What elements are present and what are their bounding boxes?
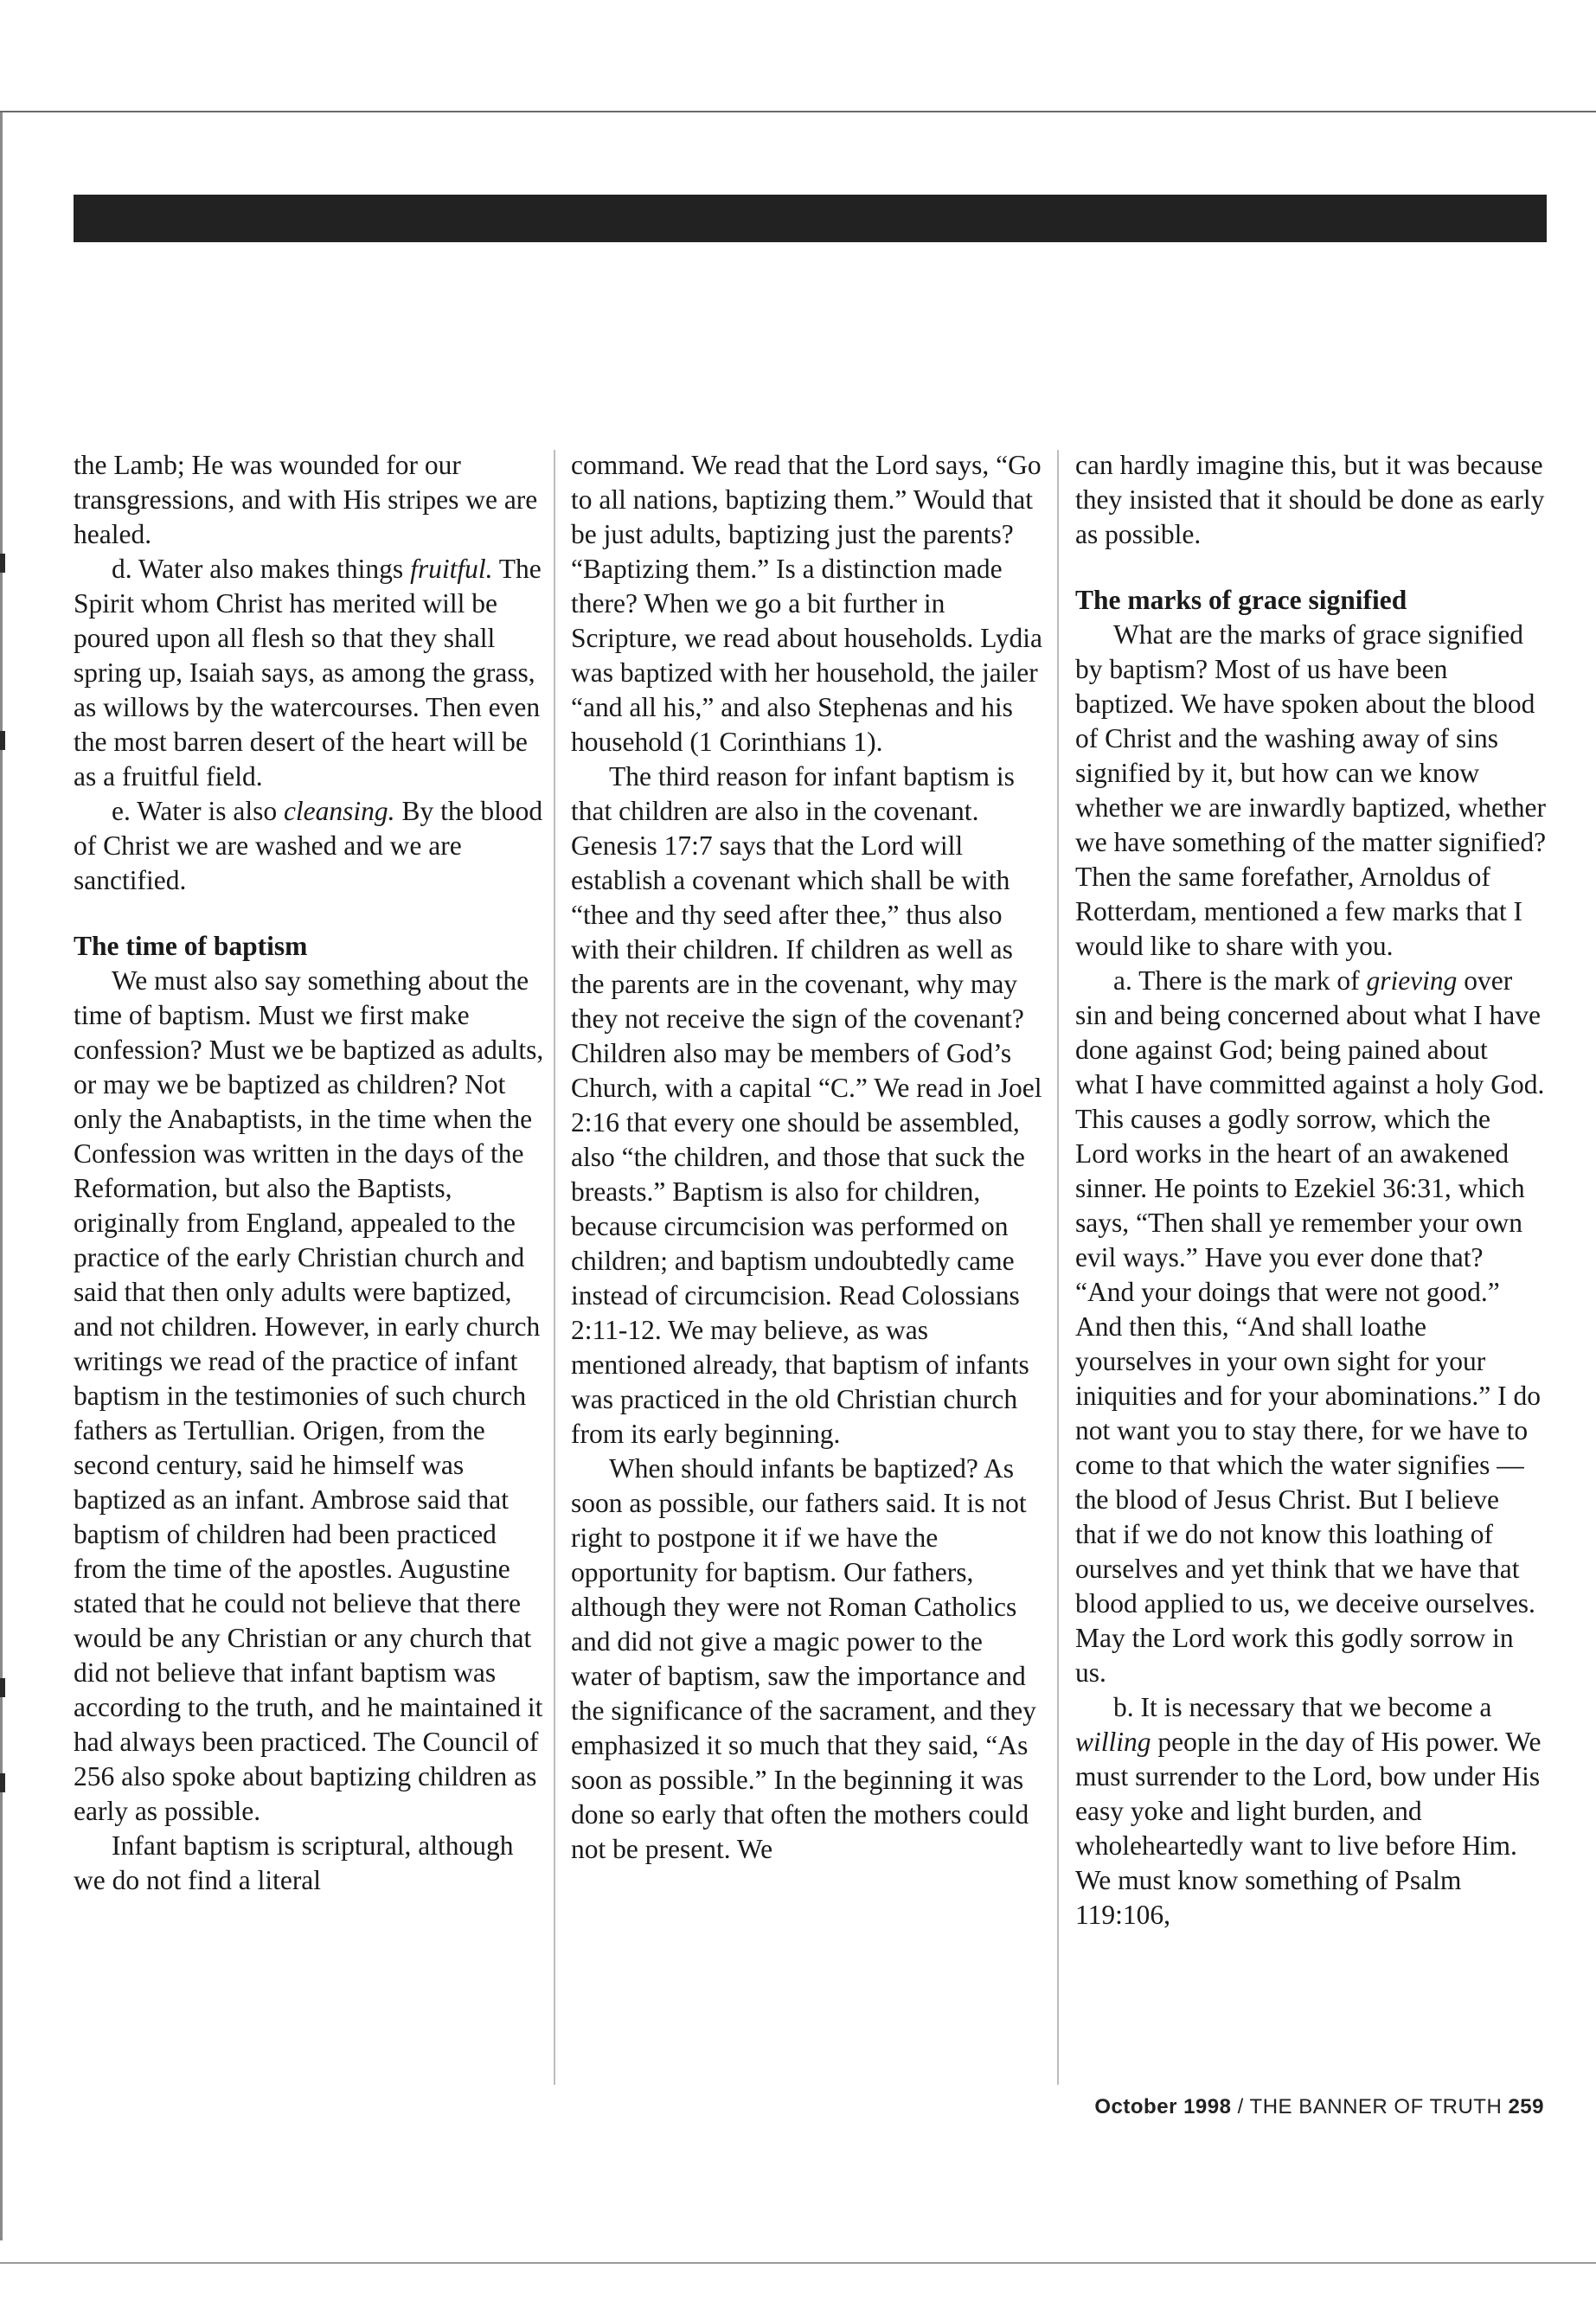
- scan-border-bottom: [0, 2262, 1596, 2264]
- scan-edge-mark: [0, 1678, 5, 1697]
- header-bar: [74, 195, 1547, 242]
- paragraph: e. Water is also cleansing. By the blood of Christ we are washed and we are sanctified.: [74, 796, 543, 895]
- paragraph: d. Water also makes things fruitful. The Spirit whom Christ has merited will be poured upon all flesh so that they shall spring up, Isaiah says, as among the grass, as willows by the watercourses. Then even the most barren desert of the heart will be as a fruitful field.: [74, 554, 542, 792]
- column-divider: [1057, 450, 1059, 2085]
- section-heading: The time of baptism: [74, 931, 308, 961]
- paragraph: the Lamb; He was wounded for our transgressions, and with His stripes we are healed.: [74, 450, 538, 549]
- scan-edge-mark: [0, 554, 5, 573]
- scan-border-left: [0, 112, 3, 2240]
- paragraph: What are the marks of grace signified by baptism? Most of us have been baptized. We have spoken about the blood of Christ and the washing away of sins signified by it, but how can we know whether we are inwardly baptized, whether we have something of the matter signified? Then the same forefather, Arnoldus of Rotterdam, mentioned a few marks that I would like to share with you.: [1075, 619, 1547, 961]
- paragraph: b. It is necessary that we become a willing people in the day of His power. We must surrender to the Lord, bow under His easy yoke and light burden, and wholeheartedly want to live before Him. We must know something of Psalm 119:106,: [1075, 1692, 1542, 1930]
- scan-edge-mark: [0, 731, 5, 750]
- section-heading: The marks of grace signified: [1075, 585, 1407, 615]
- page-footer: [1077, 2095, 1544, 2119]
- paragraph: Infant baptism is scriptural, although we do not find a literal: [74, 1830, 514, 1895]
- paragraph: We must also say something about the time of baptism. Must we first make confession? Must we be baptized as adults, or may we be baptized as children? Not only the Anabaptists, in the time when the Confession was written in the days of the Reformation, but also the Baptists, originally from England, appealed to the practice of the early Christian church and said that then only adults were baptized, and not children. However, in early church writings we read of the practice of infant baptism in the testimonies of such church fathers as Tertullian. Origen, from the second century, said he himself was baptized as an infant. Ambrose said that baptism of children had been practiced from the time of the apostles. Augustine stated that he could not believe that there would be any Christian or any church that did not believe that infant baptism was according to the truth, and he maintained it had always been practiced. The Council of 256 also spoke about baptizing children as early as possible.: [74, 965, 544, 1826]
- footer-separator: /: [1237, 2095, 1244, 2118]
- paragraph: command. We read that the Lord says, “Go to all nations, baptizing them.” Would that be just adults, baptizing just the parents? “Baptizing them.” Is a distinction made there? When we go a bit further in Scripture, we read about households. Lydia was baptized with her household, the jailer “and all his,” and also Stephenas and his household (1 Corinthians 1).: [571, 450, 1042, 757]
- paragraph: a. There is the mark of grieving over sin and being concerned about what I have done against God; being pained about what I have committed against a holy God. This causes a godly sorrow, which the Lord works in the heart of an awakened sinner. He points to Ezekiel 36:31, which says, “Then shall ye remember your own evil ways.” Have you ever done that? “And your doings that were not good.” And then this, “And shall loathe yourselves in your own sight for your iniquities and for your abominations.” I do not want you to stay there, for we have to come to that which the water signifies — the blood of Jesus Christ. But I believe that if we do not know this loathing of ourselves and yet think that we have that blood applied to us, we deceive ourselves. May the Lord work this godly sorrow in us.: [1075, 965, 1545, 1688]
- paragraph: can hardly imagine this, but it was because they insisted that it should be done as early as possible.: [1075, 450, 1545, 549]
- paragraph: The third reason for infant baptism is that children are also in the covenant. Genesis 17:7 says that the Lord will establish a covenant which shall be with “thee and thy seed after thee,” thus also with their children. If children as well as the parents are in the covenant, why may they not receive the sign of the covenant? Children also may be members of God’s Church, with a capital “C.” We read in Joel 2:16 that every one should be assembled, also “the children, and those that suck the breasts.” Baptism is also for children, because circumcision was performed on children; and baptism undoubtedly came instead of circumcision. Read Colossians 2:11-12. We may believe, as was mentioned already, that baptism of infants was practiced in the old Christian church from its early beginning.: [571, 761, 1042, 1449]
- paragraph: When should infants be baptized? As soon as possible, our fathers said. It is not right to postpone it if we have the opportunity for baptism. Our fathers, although they were not Roman Catholics and did not give a magic power to the water of baptism, saw the importance and the significance of the sacrament, and they emphasized it so much that they said, “As soon as possible.” In the beginning it was done so early that often the mothers could not be present. We: [571, 1453, 1036, 1864]
- text-column-3: [1075, 448, 1547, 2087]
- publication-name: THE BANNER OF TRUTH: [1249, 2095, 1503, 2118]
- text-column-1: [74, 448, 545, 2087]
- page-number: 259: [1508, 2095, 1544, 2118]
- text-column-2: [571, 448, 1042, 2087]
- scan-edge-mark: [0, 1773, 5, 1792]
- issue-date: October 1998: [1094, 2095, 1232, 2118]
- column-divider: [554, 450, 555, 2085]
- scan-border-top: [0, 111, 1596, 112]
